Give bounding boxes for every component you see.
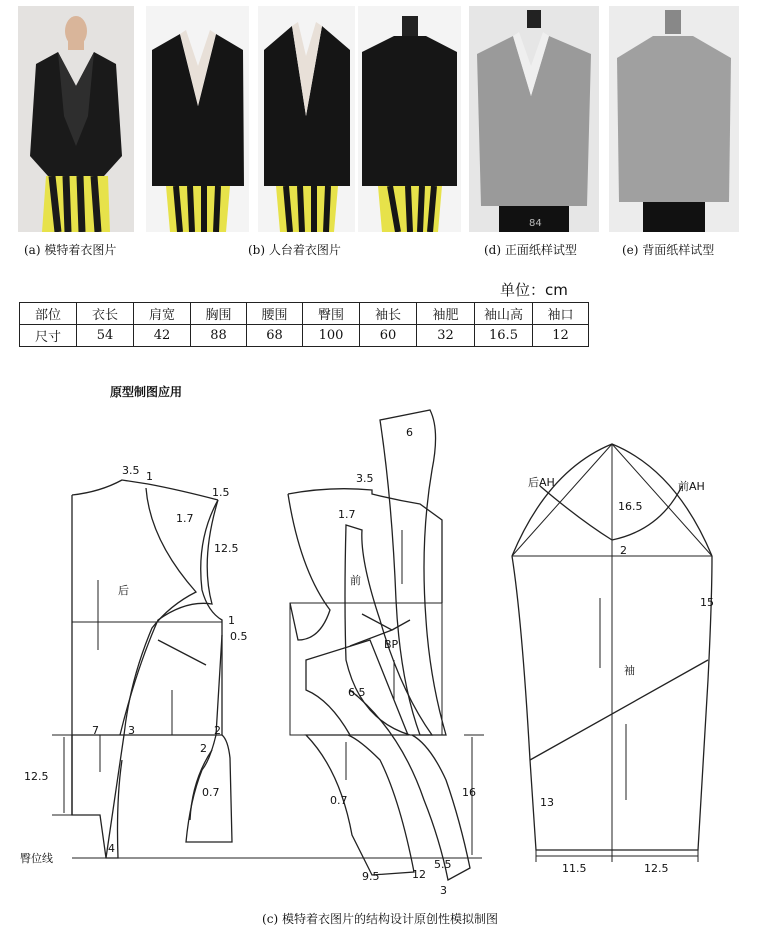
table-cell: 68 bbox=[247, 325, 303, 347]
sleeve-label: 袖 bbox=[624, 664, 635, 677]
caption-d: (d) 正面纸样试型 bbox=[484, 243, 577, 257]
back-center-panel bbox=[120, 500, 218, 735]
draft-title: 原型制图应用 bbox=[110, 385, 183, 399]
table-cell: 32 bbox=[417, 325, 475, 347]
dim-label: 11.5 bbox=[562, 862, 587, 875]
sleeve-seam bbox=[530, 660, 708, 760]
dim-label: 6.5 bbox=[348, 686, 366, 699]
back-ah-label: 后AH bbox=[528, 476, 555, 489]
table-header-cell: 肩宽 bbox=[134, 303, 191, 325]
dim-label: 2 bbox=[200, 742, 207, 755]
dim-label: 0.7 bbox=[202, 786, 220, 799]
front-center-panel bbox=[345, 525, 432, 735]
front-ah-label: 前AH bbox=[678, 480, 705, 493]
bp-label: BP bbox=[384, 638, 399, 651]
table-header-cell: 袖山高 bbox=[475, 303, 533, 325]
dim-label: 1.7 bbox=[176, 512, 194, 525]
back-label: 后 bbox=[118, 584, 129, 597]
paper-tag: 84 bbox=[529, 218, 542, 229]
front-armhole bbox=[288, 494, 330, 640]
table-cell: 88 bbox=[191, 325, 247, 347]
table-cell: 60 bbox=[360, 325, 417, 347]
dim-label: 3.5 bbox=[356, 472, 374, 485]
dim-label: 1.7 bbox=[338, 508, 356, 521]
dim-label: 5.5 bbox=[434, 858, 452, 871]
dim-label: 15 bbox=[700, 596, 714, 609]
table-cell: 12 bbox=[533, 325, 589, 347]
dim-label: 12 bbox=[412, 868, 426, 881]
table-header-cell: 袖长 bbox=[360, 303, 417, 325]
dim-label: 1 bbox=[146, 470, 153, 483]
dim-label: 12.5 bbox=[644, 862, 669, 875]
dim-label: 2 bbox=[214, 724, 221, 737]
figure-caption: (c) 模特着衣图片的结构设计原创性模拟制图 bbox=[262, 912, 498, 926]
photo-paper-back bbox=[609, 6, 739, 232]
dim-label: 1 bbox=[228, 614, 235, 627]
dim-label: 0.5 bbox=[230, 630, 248, 643]
table-cell: 42 bbox=[134, 325, 191, 347]
dim-label: 0.7 bbox=[330, 794, 348, 807]
table-header-cell: 臀围 bbox=[303, 303, 360, 325]
table-header-cell: 衣长 bbox=[77, 303, 134, 325]
table-cell: 100 bbox=[303, 325, 360, 347]
table-cell: 54 bbox=[77, 325, 134, 347]
table-header-cell: 袖口 bbox=[533, 303, 589, 325]
front-shoulder bbox=[288, 489, 442, 603]
table-row bbox=[20, 303, 589, 325]
sleeve-cap-inner bbox=[540, 486, 682, 540]
back-lower-panel bbox=[186, 635, 232, 842]
table-cell: 尺寸 bbox=[20, 325, 77, 347]
dim-label: 3 bbox=[128, 724, 135, 737]
dim-label: 7 bbox=[92, 724, 99, 737]
caption-b: (b) 人台着衣图片 bbox=[248, 243, 341, 257]
photo-paper-front bbox=[469, 6, 599, 232]
dim-label: 3 bbox=[440, 884, 447, 897]
dim-label: 12.5 bbox=[24, 770, 49, 783]
front-lower-left bbox=[306, 735, 414, 875]
dim-label: 4 bbox=[108, 842, 115, 855]
photo-model bbox=[18, 6, 134, 232]
table-cell: 16.5 bbox=[475, 325, 533, 347]
dim-label: 6 bbox=[406, 426, 413, 439]
dim-label: 16.5 bbox=[618, 500, 643, 513]
dim-label: 2 bbox=[620, 544, 627, 557]
dim-label: 3.5 bbox=[122, 464, 140, 477]
dim-label: 1.5 bbox=[212, 486, 230, 499]
photo-mannequin-side bbox=[258, 6, 355, 232]
dim-label: 13 bbox=[540, 796, 554, 809]
front-label: 前 bbox=[350, 574, 361, 587]
caption-a: (a) 模特着衣图片 bbox=[24, 243, 117, 257]
table-header-cell: 胸围 bbox=[191, 303, 247, 325]
size-table bbox=[19, 302, 589, 347]
table-row bbox=[20, 325, 589, 347]
dim-label: 16 bbox=[462, 786, 476, 799]
front-panel-6 bbox=[380, 410, 446, 735]
pattern-draft bbox=[0, 400, 760, 900]
dim-label: 9.5 bbox=[362, 870, 380, 883]
photo-mannequin-front bbox=[146, 6, 249, 232]
hip-line-label: 臀位线 bbox=[20, 852, 53, 865]
table-header-cell: 腰围 bbox=[247, 303, 303, 325]
caption-e: (e) 背面纸样试型 bbox=[622, 243, 715, 257]
dim-label: 12.5 bbox=[214, 542, 239, 555]
table-header-cell: 部位 bbox=[20, 303, 77, 325]
photo-mannequin-back bbox=[358, 6, 461, 232]
back-side-panel bbox=[106, 488, 196, 858]
table-header-cell: 袖肥 bbox=[417, 303, 475, 325]
unit-label: 单位：cm bbox=[500, 281, 568, 299]
